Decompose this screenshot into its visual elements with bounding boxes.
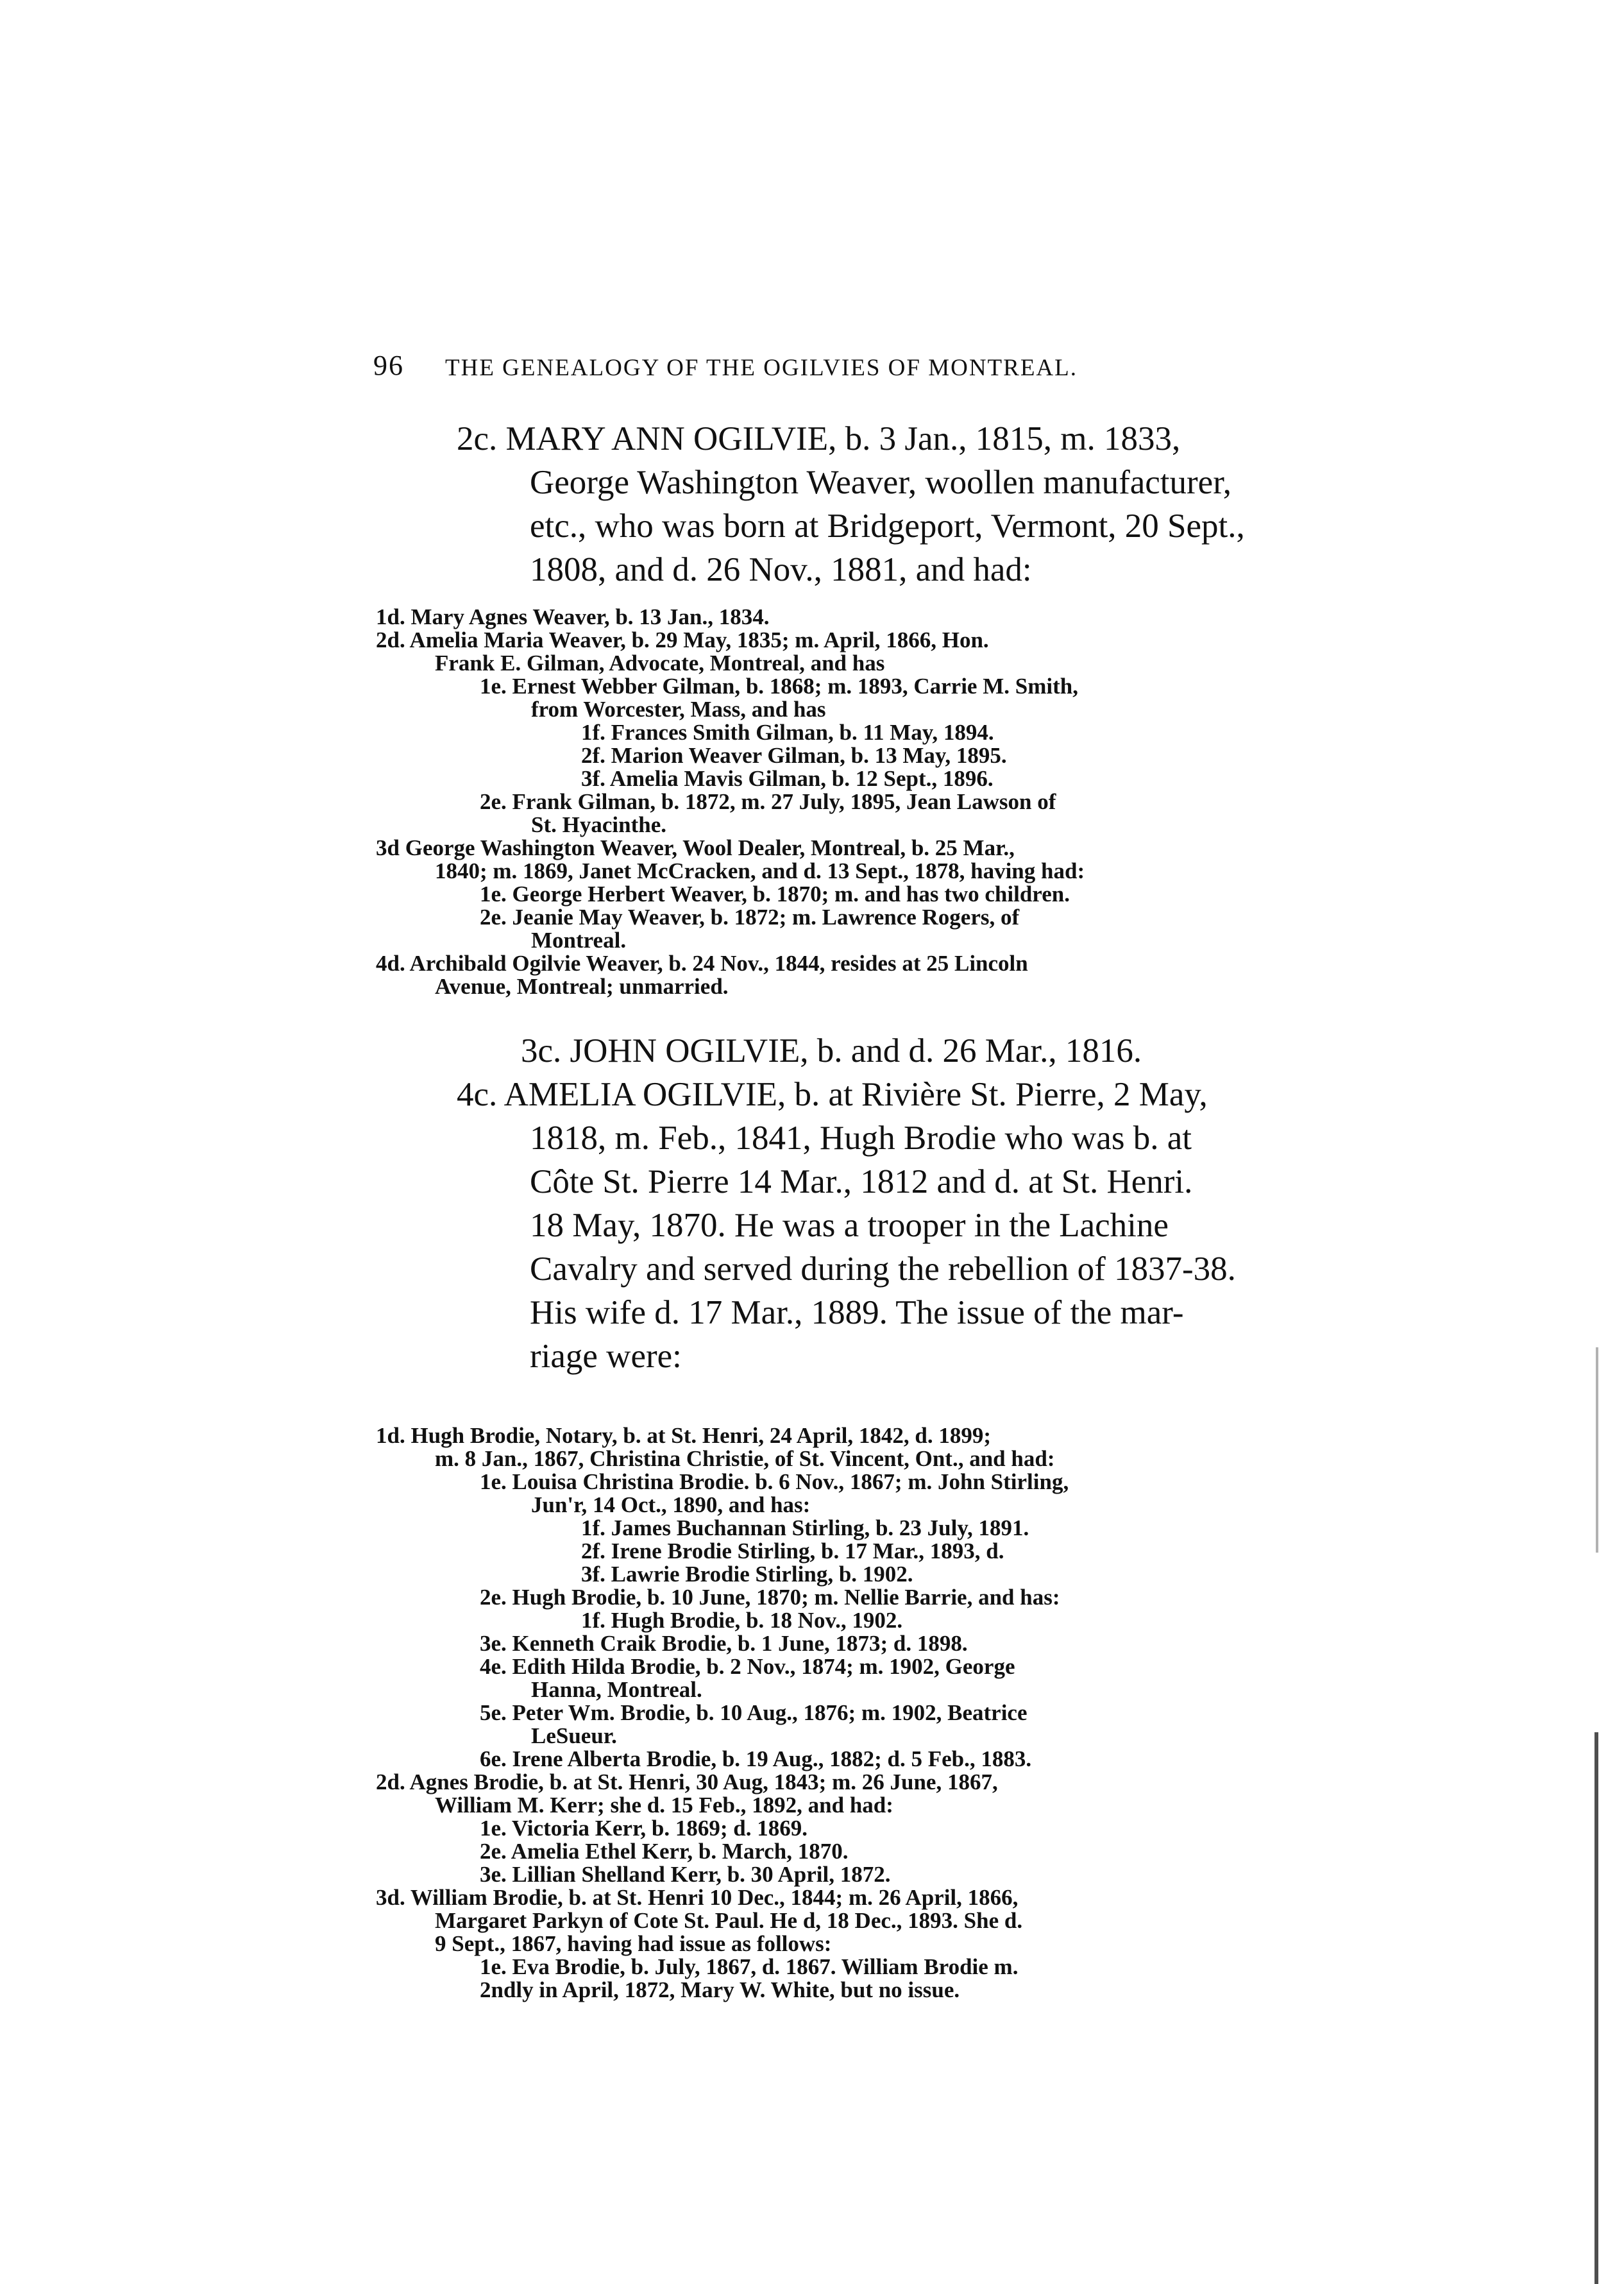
child-line: 1d. Hugh Brodie, Notary, b. at St. Henri, 24 April, 1842, d. 1899;	[376, 1423, 992, 1448]
child-line: 2f. Marion Weaver Gilman, b. 13 May, 1895.	[581, 743, 1007, 768]
child-line: 5e. Peter Wm. Brodie, b. 10 Aug., 1876; m. 1902, Beatrice	[480, 1700, 1028, 1725]
running-title: THE GENEALOGY OF THE OGILVIES OF MONTREAL.	[445, 355, 1078, 381]
child-line: 2e. Jeanie May Weaver, b. 1872; m. Lawrence Rogers, of	[480, 905, 1020, 930]
child-line: Montreal.	[531, 928, 627, 953]
child-line: 2d. Amelia Maria Weaver, b. 29 May, 1835; m. April, 1866, Hon.	[376, 627, 989, 652]
entry-line: 4c. AMELIA OGILVIE, b. at Rivière St. Pierre, 2 May,	[457, 1076, 1208, 1113]
child-line: Avenue, Montreal; unmarried.	[435, 974, 729, 999]
child-line: 3d. William Brodie, b. at St. Henri 10 Dec., 1844; m. 26 April, 1866,	[376, 1885, 1019, 1910]
child-line: 1f. Hugh Brodie, b. 18 Nov., 1902.	[581, 1608, 903, 1633]
child-line: 4e. Edith Hilda Brodie, b. 2 Nov., 1874; m. 1902, George	[480, 1654, 1015, 1679]
entry-line: 2c. MARY ANN OGILVIE, b. 3 Jan., 1815, m. 1833,	[457, 420, 1181, 457]
child-line: 1e. Eva Brodie, b. July, 1867, d. 1867. William Brodie m.	[480, 1954, 1019, 1979]
child-line: 1e. Victoria Kerr, b. 1869; d. 1869.	[480, 1816, 808, 1841]
child-line: Margaret Parkyn of Cote St. Paul. He d, 18 Dec., 1893. She d.	[435, 1908, 1023, 1933]
entry-line: George Washington Weaver, woollen manufacturer,	[530, 464, 1231, 501]
child-line: from Worcester, Mass, and has	[531, 697, 826, 722]
entry-line: 3c. JOHN OGILVIE, b. and d. 26 Mar., 1816.	[521, 1032, 1142, 1070]
child-line: 2e. Frank Gilman, b. 1872, m. 27 July, 1895, Jean Lawson of	[480, 789, 1056, 814]
child-line: 2e. Hugh Brodie, b. 10 June, 1870; m. Nellie Barrie, and has:	[480, 1585, 1060, 1610]
child-line: 3e. Kenneth Craik Brodie, b. 1 June, 1873; d. 1898.	[480, 1631, 968, 1656]
child-line: William M. Kerr; she d. 15 Feb., 1892, and had:	[435, 1793, 893, 1818]
entry-line: His wife d. 17 Mar., 1889. The issue of the mar-	[530, 1294, 1184, 1331]
child-line: 2e. Amelia Ethel Kerr, b. March, 1870.	[480, 1839, 849, 1864]
child-line: 2f. Irene Brodie Stirling, b. 17 Mar., 1893, d.	[581, 1538, 1004, 1564]
entry-line: etc., who was born at Bridgeport, Vermont, 20 Sept.,	[530, 507, 1245, 545]
entry-line: 1818, m. Feb., 1841, Hugh Brodie who was b. at	[530, 1120, 1192, 1157]
child-line: LeSueur.	[531, 1723, 617, 1748]
child-line: Jun'r, 14 Oct., 1890, and has:	[531, 1492, 811, 1517]
child-line: 3d George Washington Weaver, Wool Dealer, Montreal, b. 25 Mar.,	[376, 835, 1015, 860]
child-line: 1e. George Herbert Weaver, b. 1870; m. and has two children.	[480, 882, 1070, 907]
child-line: Hanna, Montreal.	[531, 1677, 702, 1702]
child-line: 2d. Agnes Brodie, b. at St. Henri, 30 Aug, 1843; m. 26 June, 1867,	[376, 1769, 998, 1794]
child-line: 3f. Amelia Mavis Gilman, b. 12 Sept., 1896.	[581, 766, 994, 791]
child-line: 9 Sept., 1867, having had issue as follows:	[435, 1931, 832, 1956]
entry-line: riage were:	[530, 1338, 682, 1375]
child-line: 1840; m. 1869, Janet McCracken, and d. 13 Sept., 1878, having had:	[435, 858, 1085, 883]
child-line: 3f. Lawrie Brodie Stirling, b. 1902.	[581, 1562, 913, 1587]
child-line: m. 8 Jan., 1867, Christina Christie, of St. Vincent, Ont., and had:	[435, 1446, 1055, 1471]
page-number: 96	[373, 350, 404, 381]
child-line: 1e. Louisa Christina Brodie. b. 6 Nov., 1867; m. John Stirling,	[480, 1469, 1069, 1494]
child-line: 1f. James Buchannan Stirling, b. 23 July, 1891.	[581, 1515, 1029, 1540]
child-line: St. Hyacinthe.	[531, 812, 666, 837]
child-line: 2ndly in April, 1872, Mary W. White, but no issue.	[480, 1977, 960, 2002]
child-line: 1f. Frances Smith Gilman, b. 11 May, 1894.	[581, 720, 994, 745]
child-line: 6e. Irene Alberta Brodie, b. 19 Aug., 1882; d. 5 Feb., 1883.	[480, 1746, 1032, 1771]
scan-edge-mark	[1596, 1347, 1598, 1553]
child-line: 1e. Ernest Webber Gilman, b. 1868; m. 1893, Carrie M. Smith,	[480, 674, 1078, 699]
child-line: 4d. Archibald Ogilvie Weaver, b. 24 Nov., 1844, resides at 25 Lincoln	[376, 951, 1028, 976]
child-line: Frank E. Gilman, Advocate, Montreal, and has	[435, 651, 885, 676]
entry-line: Cavalry and served during the rebellion of 1837-38.	[530, 1250, 1236, 1288]
child-line: 3e. Lillian Shelland Kerr, b. 30 April, 1872.	[480, 1862, 891, 1887]
entry-line: 1808, and d. 26 Nov., 1881, and had:	[530, 551, 1032, 588]
child-line: 1d. Mary Agnes Weaver, b. 13 Jan., 1834.	[376, 604, 770, 629]
entry-line: 18 May, 1870. He was a trooper in the Lachine	[530, 1207, 1169, 1244]
scan-edge-mark	[1594, 1732, 1598, 2284]
entry-line: Côte St. Pierre 14 Mar., 1812 and d. at St. Henri.	[530, 1163, 1193, 1200]
page-header	[373, 349, 1258, 388]
